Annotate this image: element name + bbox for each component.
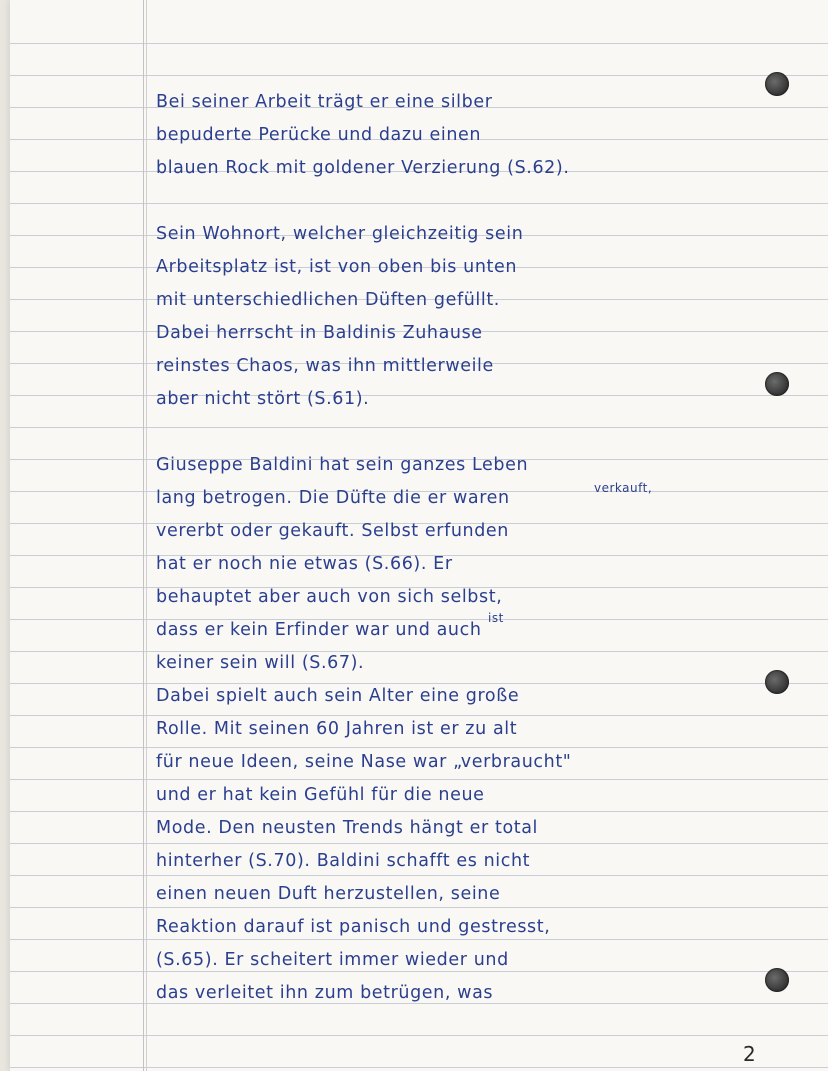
- text-line: lang betrogen. Die Düfte die er waren: [156, 488, 510, 508]
- punch-hole-3: [765, 670, 789, 694]
- text-line: Arbeitsplatz ist, ist von oben bis unten: [156, 257, 518, 277]
- text-line: bepuderte Perücke und dazu einen: [156, 125, 482, 145]
- text-line: hinterher (S.70). Baldini schafft es nicht: [156, 851, 531, 871]
- text-line: das verleitet ihn zum betrügen, was: [156, 983, 494, 1003]
- text-line: aber nicht stört (S.61).: [156, 389, 370, 409]
- text-line: blauen Rock mit goldener Verzierung (S.62).: [156, 158, 570, 178]
- punch-hole-2: [765, 372, 789, 396]
- text-line: dass er kein Erfinder war und auch: [156, 620, 482, 640]
- text-line: Giuseppe Baldini hat sein ganzes Leben: [156, 455, 529, 475]
- text-line: (S.65). Er scheitert immer wieder und: [156, 950, 509, 970]
- text-line: Bei seiner Arbeit trägt er eine silber: [156, 92, 493, 112]
- text-line: vererbt oder gekauft. Selbst erfunden: [156, 521, 509, 541]
- text-line: hat er noch nie etwas (S.66). Er: [156, 554, 453, 574]
- text-line: Dabei spielt auch sein Alter eine große: [156, 686, 520, 706]
- margin-line: [143, 0, 144, 1071]
- text-line: Rolle. Mit seinen 60 Jahren ist er zu alt: [156, 719, 518, 739]
- margin-line-secondary: [146, 0, 147, 1071]
- notebook-page: [10, 0, 828, 1071]
- text-line: einen neuen Duft herzustellen, seine: [156, 884, 501, 904]
- insertion-ist: ist: [488, 611, 504, 625]
- punch-hole-1: [765, 72, 789, 96]
- text-line: keiner sein will (S.67).: [156, 653, 365, 673]
- text-line: mit unterschiedlichen Düften gefüllt.: [156, 290, 500, 310]
- insertion-verkauft: verkauft,: [594, 481, 653, 495]
- text-line: Reaktion darauf ist panisch und gestresst,: [156, 917, 551, 937]
- text-line: reinstes Chaos, was ihn mittlerweile: [156, 356, 494, 376]
- handwritten-text: [156, 86, 746, 1010]
- text-line: behauptet aber auch von sich selbst,: [156, 587, 503, 607]
- text-line: und er hat kein Gefühl für die neue: [156, 785, 485, 805]
- punch-hole-4: [765, 968, 789, 992]
- page-number: 2: [743, 1042, 756, 1066]
- text-line: Dabei herrscht in Baldinis Zuhause: [156, 323, 483, 343]
- text-line: Sein Wohnort, welcher gleichzeitig sein: [156, 224, 524, 244]
- text-line: Mode. Den neusten Trends hängt er total: [156, 818, 539, 838]
- text-line: für neue Ideen, seine Nase war „verbraucht": [156, 752, 572, 772]
